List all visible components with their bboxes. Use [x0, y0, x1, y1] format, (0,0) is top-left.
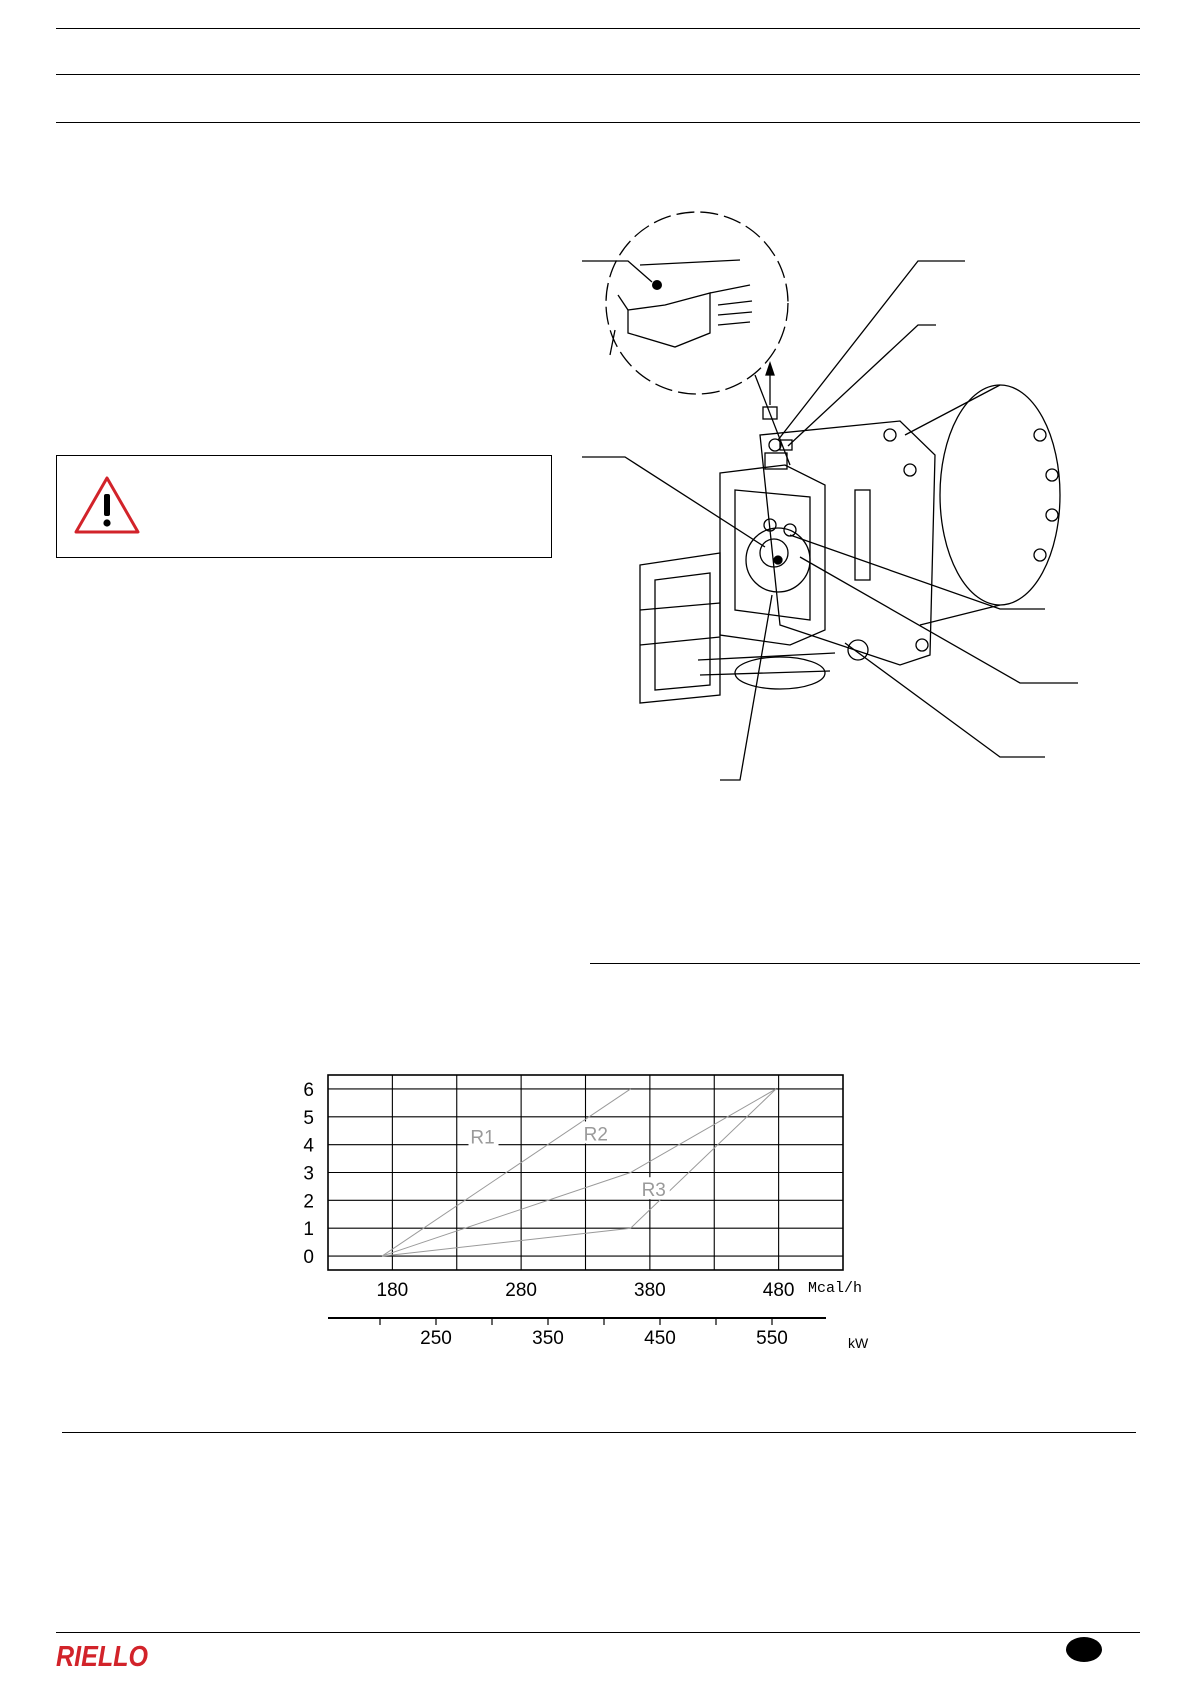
secondary-unit-label: kW [848, 1335, 869, 1351]
y-tick-label: 3 [303, 1163, 314, 1185]
x-unit-label: Mcal/h [808, 1280, 863, 1297]
series-label-r3: R3 [641, 1180, 666, 1202]
header-rule-top [56, 28, 1140, 29]
y-tick-label: 1 [303, 1219, 314, 1241]
secondary-tick-label: 250 [420, 1328, 452, 1349]
figure-rule [590, 963, 1140, 964]
x-tick-label: 380 [634, 1280, 666, 1301]
y-tick-label: 5 [303, 1107, 314, 1129]
y-tick-label: 6 [303, 1079, 314, 1101]
y-tick-label: 2 [303, 1191, 314, 1213]
warning-triangle-icon [72, 474, 142, 536]
secondary-tick-label: 550 [756, 1328, 788, 1349]
x-tick-label: 480 [762, 1280, 795, 1301]
bottom-rule [62, 1432, 1136, 1433]
x-tick-label: 280 [505, 1280, 537, 1301]
series-label-r2: R2 [583, 1124, 608, 1146]
riello-logo-text: RIELLO [56, 1641, 149, 1673]
secondary-tick-label: 350 [532, 1328, 564, 1349]
warning-box [56, 455, 552, 558]
header-rule-bottom [56, 122, 1140, 123]
secondary-tick-label: 450 [644, 1328, 676, 1349]
y-tick-label: 4 [303, 1135, 314, 1157]
burner-drawing [600, 235, 1090, 795]
y-tick-label: 0 [303, 1247, 314, 1269]
page-number-badge [1066, 1637, 1102, 1662]
riello-logo [56, 1640, 150, 1673]
series-label-r1: R1 [470, 1127, 495, 1149]
footer-rule [56, 1632, 1140, 1633]
chart-labels [303, 1080, 869, 1351]
performance-chart [290, 1068, 890, 1353]
header-rule-middle [56, 74, 1140, 75]
x-tick-label: 180 [376, 1280, 409, 1301]
